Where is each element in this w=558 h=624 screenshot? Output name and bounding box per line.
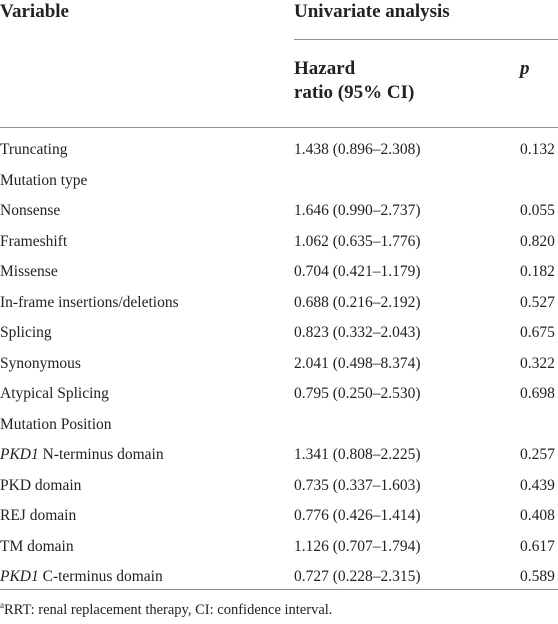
table-row bbox=[0, 532, 558, 563]
hazard-ratio-cell: 1.126 (0.707–1.794) bbox=[294, 537, 421, 555]
hazard-ratio-cell: 1.646 (0.990–2.737) bbox=[294, 202, 421, 219]
p-value-cell: 0.055 bbox=[520, 202, 555, 219]
hazard-ratio-cell: 2.041 (0.498–8.374) bbox=[294, 354, 421, 372]
variable-label: Mutation type bbox=[0, 171, 88, 189]
variable-cell bbox=[0, 349, 81, 379]
table-row bbox=[0, 135, 558, 166]
variable-label: Missense bbox=[0, 263, 58, 280]
gene-name: PKD1 bbox=[0, 568, 39, 585]
hazard-ratio-cell: 0.735 (0.337–1.603) bbox=[294, 476, 421, 494]
hazard-ratio-cell: 0.795 (0.250–2.530) bbox=[294, 385, 421, 402]
variable-label: C-terminus domain bbox=[38, 568, 163, 585]
column-header-p-value: p bbox=[520, 58, 530, 79]
p-value-cell: 0.675 bbox=[520, 324, 555, 341]
table-row bbox=[0, 440, 558, 471]
p-value-cell: 0.132 bbox=[520, 141, 555, 158]
p-value-cell: 0.408 bbox=[520, 507, 555, 524]
header-divider-top bbox=[294, 39, 558, 40]
hazard-ratio-cell: 1.438 (0.896–2.308) bbox=[294, 141, 421, 158]
p-value-cell: 0.820 bbox=[520, 232, 555, 250]
variable-cell bbox=[0, 471, 81, 501]
table-row bbox=[0, 257, 558, 288]
header-divider-bottom bbox=[0, 127, 558, 128]
p-value-cell: 0.589 bbox=[520, 568, 555, 585]
hazard-ratio-cell: 1.062 (0.635–1.776) bbox=[294, 232, 421, 250]
variable-cell bbox=[0, 166, 87, 196]
hazard-ratio-cell: 0.776 (0.426–1.414) bbox=[294, 507, 421, 524]
variable-label: PKD domain bbox=[0, 476, 82, 494]
hazard-ratio-cell: 0.688 (0.216–2.192) bbox=[294, 293, 421, 311]
table-row bbox=[0, 166, 558, 197]
table-row bbox=[0, 318, 558, 349]
variable-label: Mutation Position bbox=[0, 415, 112, 433]
table-bottom-rule bbox=[0, 589, 558, 590]
variable-cell bbox=[0, 196, 60, 226]
p-value-cell: 0.527 bbox=[520, 293, 555, 311]
variable-cell bbox=[0, 410, 112, 440]
footnote-marker: a bbox=[0, 600, 4, 610]
p-value-cell: 0.182 bbox=[520, 263, 555, 280]
table-row bbox=[0, 227, 558, 258]
table-row bbox=[0, 196, 558, 227]
column-header-univariate-analysis: Univariate analysis bbox=[294, 1, 450, 22]
hazard-ratio-cell: 0.823 (0.332–2.043) bbox=[294, 324, 421, 341]
variable-cell bbox=[0, 501, 76, 531]
table-body bbox=[0, 135, 558, 593]
variable-cell bbox=[0, 532, 74, 562]
table-row bbox=[0, 501, 558, 532]
table-row bbox=[0, 471, 558, 502]
table-row bbox=[0, 379, 558, 410]
variable-label: In-frame insertions/deletions bbox=[0, 293, 179, 311]
table-row bbox=[0, 349, 558, 380]
p-value-cell: 0.322 bbox=[520, 354, 555, 372]
variable-label: Atypical Splicing bbox=[0, 385, 109, 402]
variable-label: Nonsense bbox=[0, 202, 61, 219]
hazard-ratio-line-2: ratio (95% CI) bbox=[294, 82, 415, 103]
hazard-ratio-cell: 1.341 (0.808–2.225) bbox=[294, 446, 421, 463]
variable-cell bbox=[0, 562, 163, 592]
gene-name: PKD1 bbox=[0, 446, 39, 463]
variable-cell bbox=[0, 135, 67, 165]
variable-label: TM domain bbox=[0, 537, 74, 555]
hazard-ratio-line-1: Hazard bbox=[294, 58, 356, 79]
p-value-cell: 0.698 bbox=[520, 385, 555, 402]
footnote bbox=[0, 600, 332, 620]
variable-cell bbox=[0, 257, 58, 287]
variable-label: Truncating bbox=[0, 141, 68, 158]
table-row bbox=[0, 288, 558, 319]
variable-cell bbox=[0, 318, 52, 348]
hazard-ratio-cell: 0.704 (0.421–1.179) bbox=[294, 263, 421, 280]
variable-label: Splicing bbox=[0, 324, 52, 341]
footnote-text: RRT: renal replacement therapy, CI: confidence interval. bbox=[4, 602, 333, 618]
hazard-ratio-cell: 0.727 (0.228–2.315) bbox=[294, 568, 421, 585]
column-header-hazard-ratio bbox=[294, 57, 494, 105]
variable-label: REJ domain bbox=[0, 507, 77, 524]
variable-cell bbox=[0, 440, 164, 470]
table-row bbox=[0, 562, 558, 593]
p-value-cell: 0.617 bbox=[520, 537, 555, 555]
table-row bbox=[0, 410, 558, 441]
p-value-cell: 0.257 bbox=[520, 446, 555, 463]
column-header-variable: Variable bbox=[0, 1, 69, 22]
variable-cell bbox=[0, 227, 67, 257]
variable-label: N-terminus domain bbox=[38, 446, 164, 463]
variable-cell bbox=[0, 288, 179, 318]
variable-label: Frameshift bbox=[0, 232, 68, 250]
p-value-cell: 0.439 bbox=[520, 476, 555, 494]
variable-cell bbox=[0, 379, 109, 409]
variable-label: Synonymous bbox=[0, 354, 81, 372]
